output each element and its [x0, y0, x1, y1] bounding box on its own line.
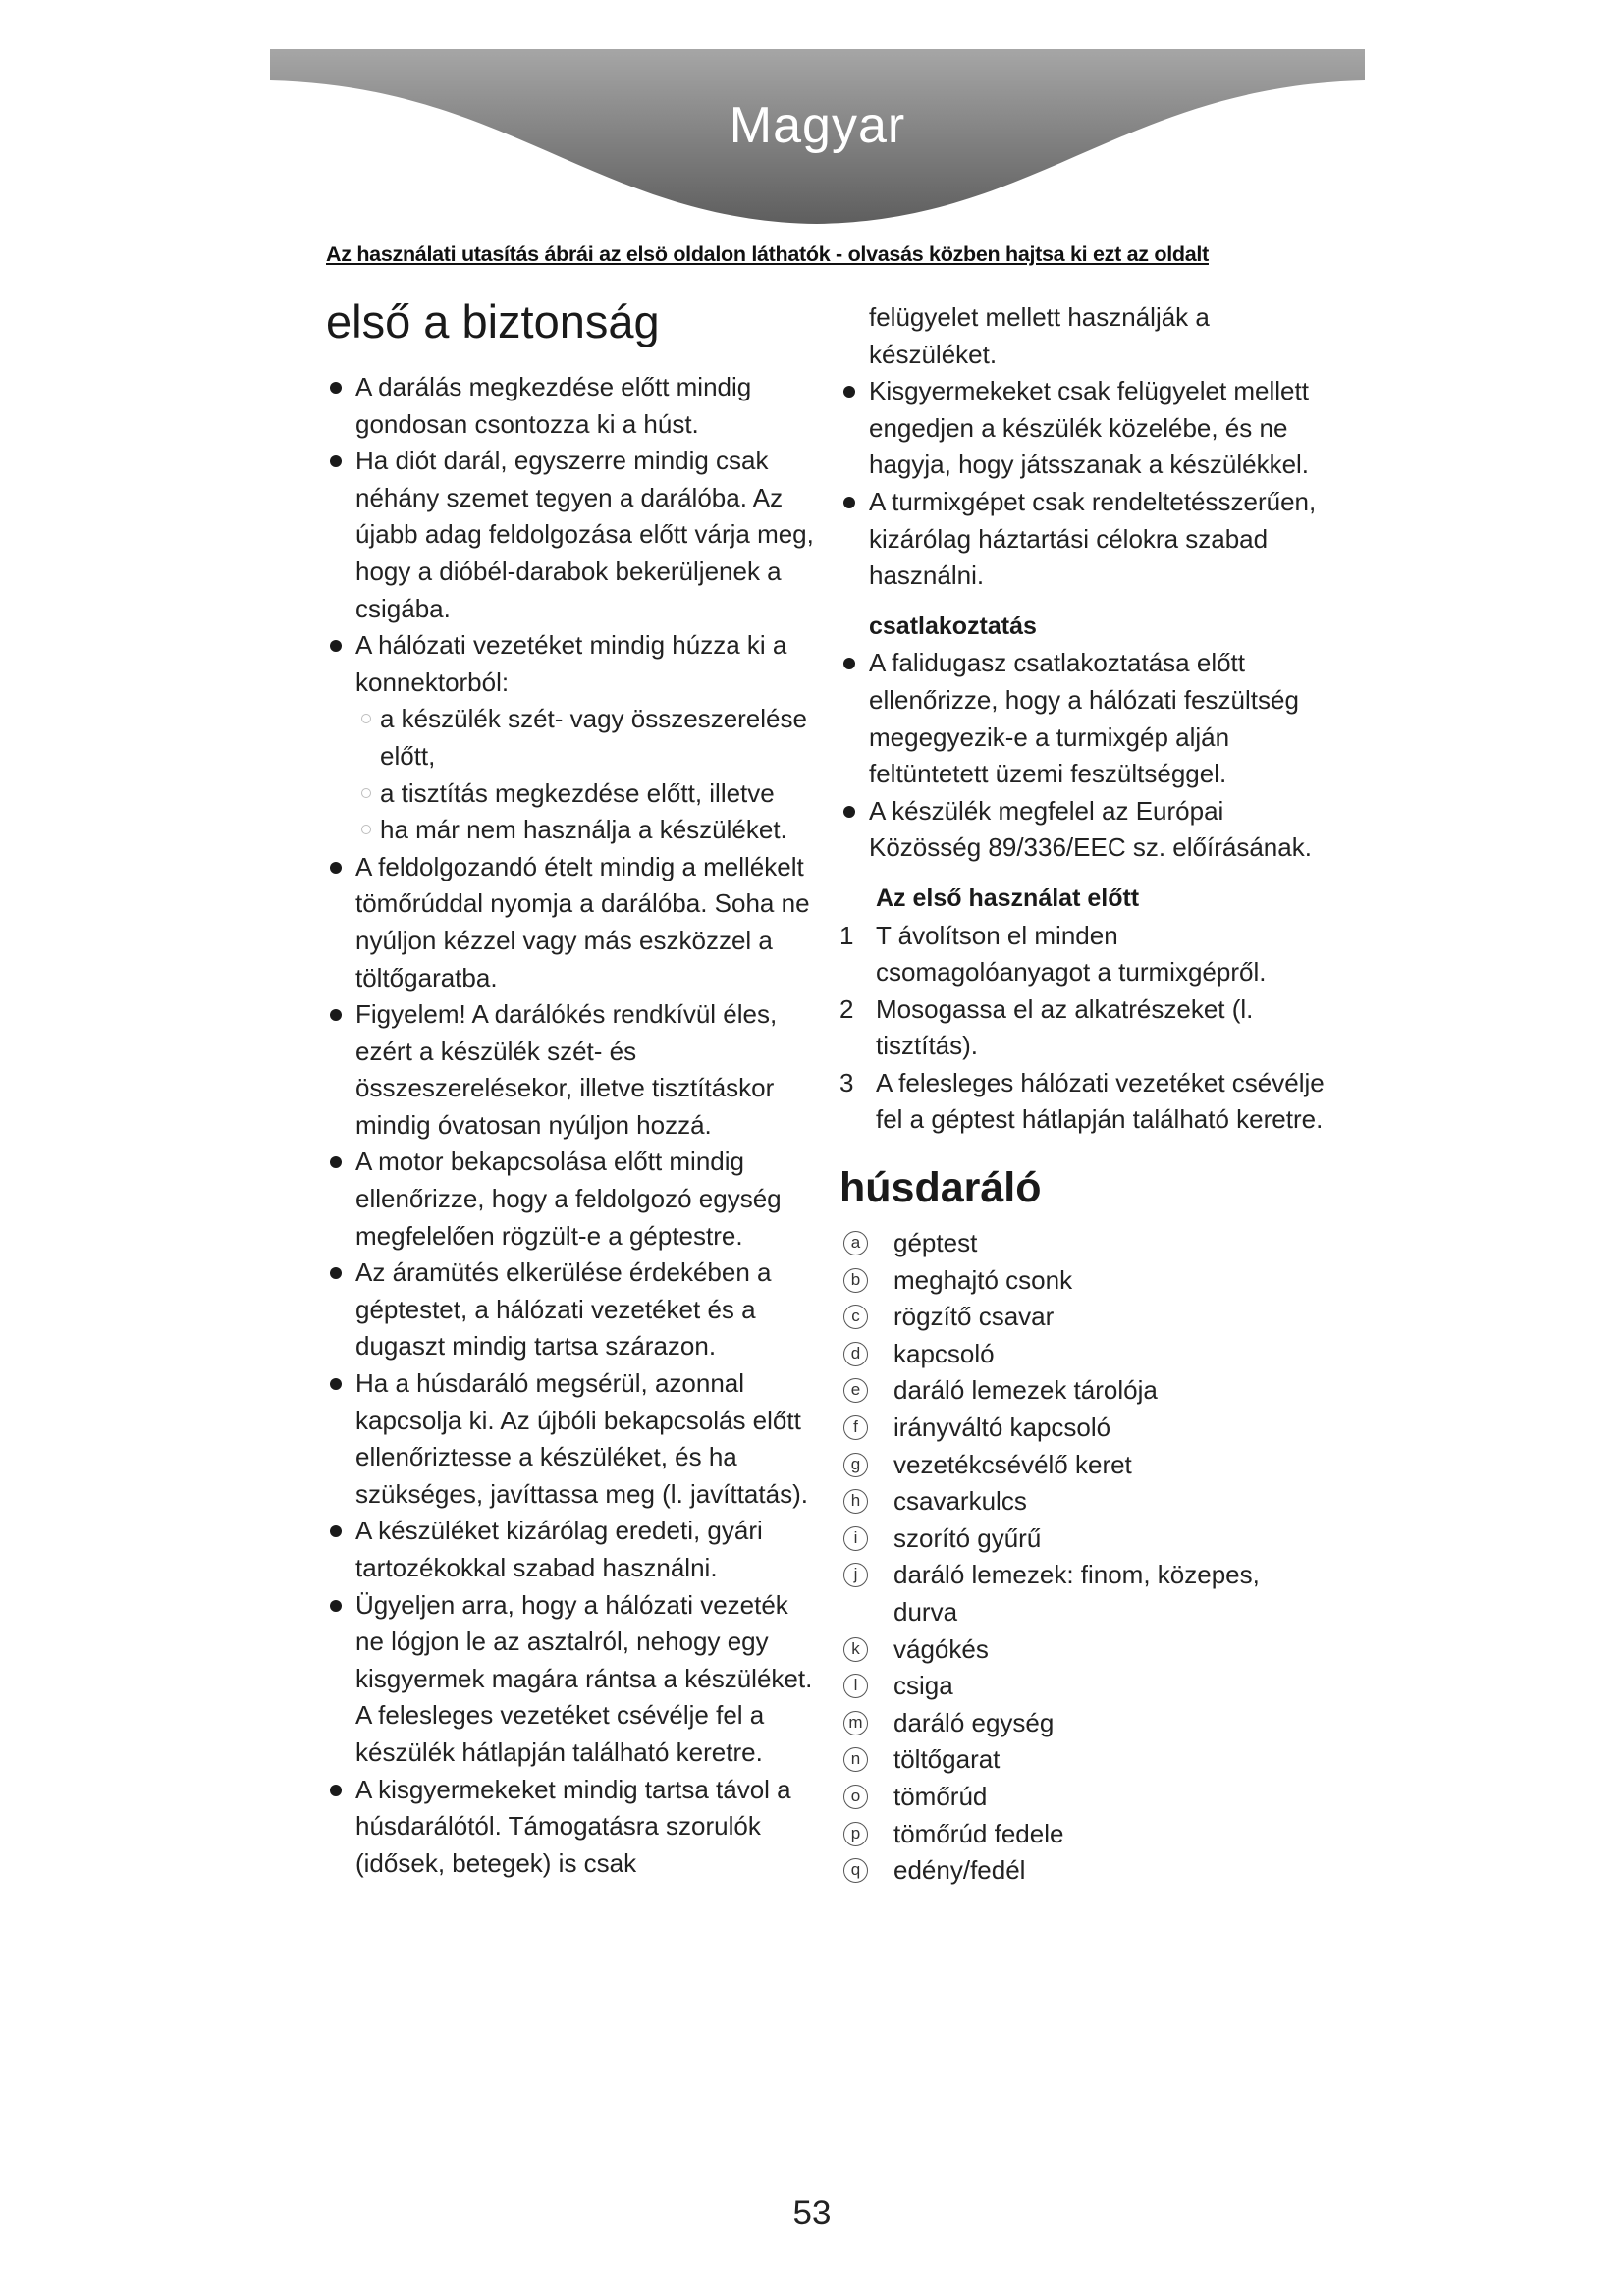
bullet-icon — [330, 1600, 342, 1612]
step-number: 3 — [839, 1067, 854, 1097]
unplug-sublist — [355, 701, 817, 848]
step-item: 2 Mosogassa el az alkatrészeket (l. tisztítás). — [839, 991, 1330, 1065]
bullet-icon — [330, 1525, 342, 1537]
part-item: m daráló egység — [839, 1705, 1330, 1742]
step-number: 1 — [839, 920, 854, 950]
bullet-icon — [330, 1785, 342, 1796]
safety-heading: első a biztonság — [326, 295, 660, 347]
bullet-icon — [330, 1378, 342, 1390]
language-title: Magyar — [729, 97, 906, 154]
list-item: A feldolgozandó ételt mindig a mellékelt tömőrúddal nyomja a darálóba. Soha ne nyúljon kézzel vagy más eszközzel a töltőgaratba. — [326, 849, 817, 996]
safety-list-continued — [839, 373, 1330, 595]
list-item: A motor bekapcsolása előtt mindig ellenőrizze, hogy a feldolgozó egység megfelelően rögzült-e a géptestre. — [326, 1144, 817, 1255]
list-item: A falidugasz csatlakoztatása előtt ellenőrizze, hogy a hálózati feszültség megegyezik-e a turmixgép alján feltüntetett üzemi feszültséggel. — [839, 645, 1330, 792]
bullet-icon — [330, 382, 342, 394]
connection-heading: csatlakoztatás — [869, 612, 1037, 640]
parts-list — [839, 1225, 1330, 1890]
language-banner — [270, 49, 1365, 245]
safety-list — [326, 369, 817, 1882]
part-letter-icon: h — [843, 1489, 868, 1514]
part-item: k vágókés — [839, 1631, 1330, 1669]
part-letter-icon: q — [843, 1858, 868, 1883]
bullet-icon — [843, 386, 855, 398]
list-item: Ügyeljen arra, hogy a hálózati vezeték ne lógjon le az asztalról, nehogy egy kisgyermek magára rántsa a készüléket. A felesleges vezetéket csévélje fel a készülék hátlapján található keretre. — [326, 1587, 817, 1772]
part-item: l csiga — [839, 1668, 1330, 1705]
bullet-icon — [330, 1156, 342, 1168]
bullet-icon — [843, 658, 855, 669]
bullet-icon — [843, 806, 855, 818]
part-letter-icon: m — [843, 1711, 868, 1735]
part-letter-icon: b — [843, 1268, 868, 1293]
part-item: g vezetékcsévélő keret — [839, 1447, 1330, 1484]
bullet-icon — [330, 1267, 342, 1279]
part-letter-icon: o — [843, 1785, 868, 1809]
right-column — [839, 299, 1330, 1890]
list-item: Az áramütés elkerülése érdekében a géptestet, a hálózati vezetéket és a dugaszt mindig tartsa szárazon. — [326, 1255, 817, 1365]
list-item: Figyelem! A darálókés rendkívül éles, ezért a készülék szét- és összeszerelésekor, illetve tisztításkor mindig óvatosan nyúljon hozzá. — [326, 996, 817, 1144]
list-item: Kisgyermekeket csak felügyelet mellett engedjen a készülék közelébe, és ne hagyja, hogy játsszanak a készülékkel. — [839, 373, 1330, 484]
bullet-icon — [330, 862, 342, 874]
safety-continuation: felügyelet mellett használják a készüléket. — [869, 302, 1210, 369]
bullet-icon — [330, 455, 342, 467]
part-item: p tömőrúd fedele — [839, 1816, 1330, 1853]
part-letter-icon: p — [843, 1822, 868, 1846]
part-letter-icon: g — [843, 1453, 868, 1477]
part-letter-icon: a — [843, 1231, 868, 1255]
mincer-heading: húsdaráló — [839, 1164, 1042, 1212]
part-item: q edény/fedél — [839, 1852, 1330, 1890]
part-item: f irányváltó kapcsoló — [839, 1410, 1330, 1447]
fold-out-notice: Az használati utasítás ábrái az elsö oldalon láthatók - olvasás közben hajtsa ki ezt az oldalt — [326, 242, 1209, 266]
part-letter-icon: k — [843, 1637, 868, 1662]
sub-bullet-icon — [361, 714, 371, 723]
page-number: 53 — [792, 2194, 832, 2232]
sub-list-item: a tisztítás megkezdése előtt, illetve — [355, 775, 817, 813]
part-item: a géptest — [839, 1225, 1330, 1262]
part-item: h csavarkulcs — [839, 1483, 1330, 1521]
part-item: j daráló lemezek: finom, közepes, durva — [839, 1557, 1330, 1630]
bullet-icon — [330, 640, 342, 652]
sub-list-item: a készülék szét- vagy összeszerelése előtt, — [355, 701, 817, 774]
step-item: 3 A felesleges hálózati vezetéket csévélje fel a géptest hátlapján található keretre. — [839, 1065, 1330, 1139]
part-item: i szorító gyűrű — [839, 1521, 1330, 1558]
step-number: 2 — [839, 993, 854, 1024]
part-item: b meghajtó csonk — [839, 1262, 1330, 1300]
list-item: Ha diót darál, egyszerre mindig csak néhány szemet tegyen a darálóba. Az újabb adag feldolgozása előtt várja meg, hogy a dióbél-darabok bekerüljenek a csigába. — [326, 443, 817, 627]
part-item: o tömőrúd — [839, 1779, 1330, 1816]
first-use-steps — [839, 918, 1330, 1140]
list-item: A darálás megkezdése előtt mindig gondosan csontozza ki a húst. — [326, 369, 817, 443]
step-item: 1 T ávolítson el minden csomagolóanyagot a turmixgépről. — [839, 918, 1330, 991]
part-item: c rögzítő csavar — [839, 1299, 1330, 1336]
sub-bullet-icon — [361, 825, 371, 834]
list-item: A készüléket kizárólag eredeti, gyári tartozékokkal szabad használni. — [326, 1513, 817, 1586]
list-item: A kisgyermekeket mindig tartsa távol a húsdarálótól. Támogatásra szorulók (idősek, betegek) is csak — [326, 1772, 817, 1883]
part-item: e daráló lemezek tárolója — [839, 1372, 1330, 1410]
part-item: n töltőgarat — [839, 1741, 1330, 1779]
list-item: A turmixgépet csak rendeltetésszerűen, kizárólag háztartási célokra szabad használni. — [839, 484, 1330, 595]
left-column — [326, 294, 817, 1882]
part-letter-icon: c — [843, 1305, 868, 1329]
bullet-icon — [330, 1009, 342, 1021]
connection-list — [839, 645, 1330, 867]
bullet-icon — [843, 497, 855, 508]
part-letter-icon: e — [843, 1378, 868, 1403]
sub-bullet-icon — [361, 788, 371, 798]
part-letter-icon: n — [843, 1747, 868, 1772]
sub-list-item: ha már nem használja a készüléket. — [355, 812, 817, 849]
part-letter-icon: f — [843, 1415, 868, 1440]
part-item: d kapcsoló — [839, 1336, 1330, 1373]
list-item: A hálózati vezetéket mindig húzza ki a konnektorból: a készülék szét- vagy összeszerelése előtt, a tisztítás megkezdése előtt, illetve ha már nem használja a készüléket. — [326, 627, 817, 849]
part-letter-icon: j — [843, 1563, 868, 1587]
part-letter-icon: d — [843, 1342, 868, 1366]
part-letter-icon: l — [843, 1674, 868, 1698]
list-item: Ha a húsdaráló megsérül, azonnal kapcsolja ki. Az újbóli bekapcsolás előtt ellenőriztesse a készüléket, és ha szükséges, javíttassa meg (l. javíttatás). — [326, 1365, 817, 1513]
list-item: A készülék megfelel az Európai Közösség 89/336/EEC sz. előírásának. — [839, 793, 1330, 867]
first-use-heading: Az első használat előtt — [876, 883, 1140, 912]
part-letter-icon: i — [843, 1526, 868, 1551]
